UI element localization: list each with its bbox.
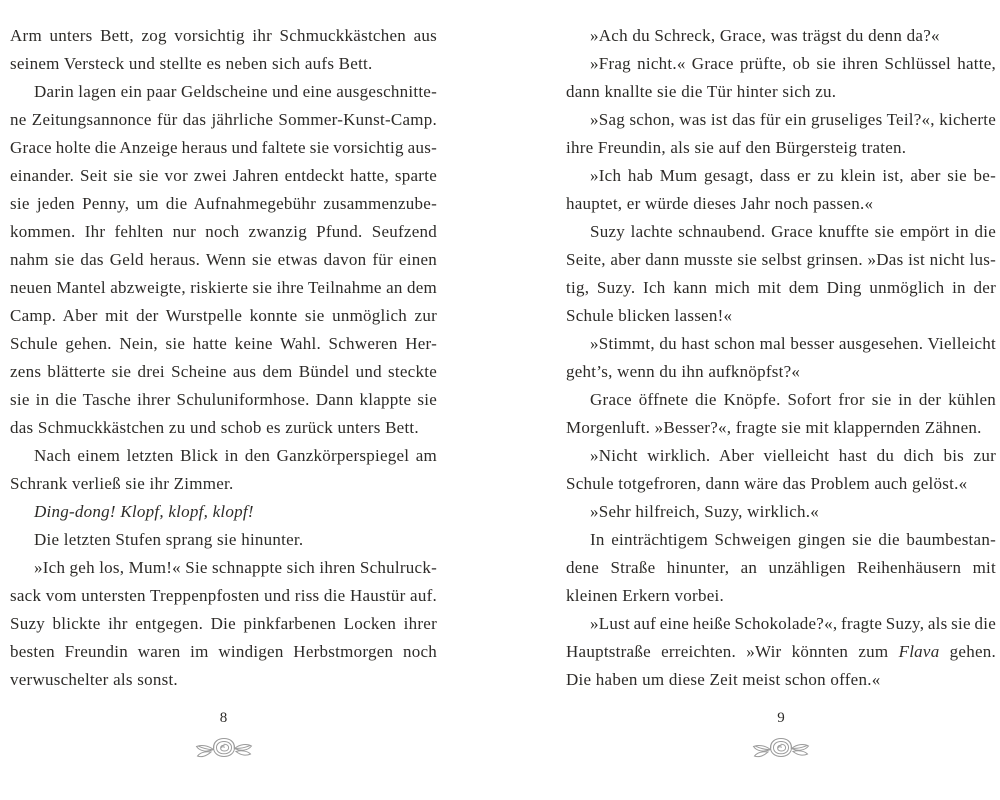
text-line: Suzy blickte ihr entgegen. Die pinkfarbenen Locken ihrer [10, 614, 437, 633]
text-line: neuen Mantel abzweigte, riskierte sie ihre Teilnahme an dem [10, 278, 437, 297]
text-line: kleinen Erkern vorbei. [566, 586, 724, 605]
text-line: Camp. Aber mit der Wurstpelle konnte sie unmöglich zur [10, 306, 437, 325]
text-line: Hauptstraße erreichten. »Wir könnten zum Flava gehen. [566, 642, 996, 661]
text-line: nahm sie das Geld heraus. Wenn sie etwas davon für einen [10, 250, 437, 269]
page-number: 9 [777, 710, 785, 726]
text-line: Die haben um diese Zeit meist schon offen.« [566, 670, 881, 689]
text-line: zens blätterte sie drei Scheine aus dem Bündel und steckte [10, 362, 437, 381]
page-number: 8 [219, 710, 228, 726]
text-line: Arm unters Bett, zog vorsichtig ihr Schmuckkästchen aus [10, 26, 437, 45]
page-right-footer [566, 708, 996, 763]
text-line: sie in die Tasche ihrer Schuluniformhose. Dann klappte sie [10, 390, 437, 409]
text-line: kommen. Ihr fehlten nur noch zwanzig Pfund. Seufzend [10, 222, 437, 241]
page-left-footer [10, 708, 437, 763]
text-line: Schule totgefroren, dann wäre das Problem auch gelöst.« [566, 474, 968, 493]
text-line: »Frag nicht.« Grace prüfte, ob sie ihren Schlüssel hatte, [590, 54, 996, 73]
text-line: einander. Seit sie sie vor zwei Jahren entdeckt hatte, sparte [10, 166, 437, 185]
text-line: sack vom untersten Treppenpfosten und riss die Haustür auf. [10, 586, 437, 605]
text-line: »Sehr hilfreich, Suzy, wirklich.« [590, 502, 820, 521]
text-line: hauptet, er würde dieses Jahr noch passen.« [566, 194, 874, 213]
text-line: »Sag schon, was ist das für ein gruseliges Teil?«, kicherte [590, 110, 996, 129]
page-right-text [566, 22, 996, 694]
text-line: Seite, aber dann musste sie selbst grinsen. »Das ist nicht lus- [566, 250, 996, 269]
text-line: »Ich hab Mum gesagt, dass er zu klein ist, aber sie be- [590, 166, 996, 185]
text-line: »Ich geh los, Mum!« Sie schnappte sich ihren Schulruck- [34, 558, 437, 577]
text-line: tig, Suzy. Ich kann mich mit dem Ding unmöglich in der [566, 278, 996, 297]
text-line: dene Straße hinunter, an unzähligen Reihenhäusern mit [566, 558, 996, 577]
page-left [10, 22, 437, 782]
text-line: ihre Freundin, als sie auf den Bürgersteig traten. [566, 138, 907, 157]
text-line: Nach einem letzten Blick in den Ganzkörperspiegel am [34, 446, 437, 465]
text-line: Grace öffnete die Knöpfe. Sofort fror sie in der kühlen [590, 390, 996, 409]
text-line: Schrank verließ sie ihr Zimmer. [10, 474, 234, 493]
text-line: Schule gehen. Nein, sie hatte keine Wahl. Schweren Her- [10, 334, 437, 353]
text-line: In einträchtigem Schweigen gingen sie die baumbestan- [590, 530, 996, 549]
text-line: geht’s, wenn du ihn aufknöpfst?« [566, 362, 801, 381]
text-line: besten Freundin waren im windigen Herbstmorgen noch [10, 642, 437, 661]
text-line: ne Zeitungsannonce für das jährliche Sommer-Kunst-Camp. [10, 110, 437, 129]
text-line: »Ach du Schreck, Grace, was trägst du denn da?« [590, 26, 940, 45]
text-line: das Schmuckkästchen zu und schob es zurück unters Bett. [10, 418, 419, 437]
text-line: Schule blicken lassen!« [566, 306, 733, 325]
text-line: sie jeden Penny, um die Aufnahmegebühr zusammenzube- [10, 194, 437, 213]
text-line: Morgenluft. »Besser?«, fragte sie mit klappernden Zähnen. [566, 418, 982, 437]
text-line: Die letzten Stufen sprang sie hinunter. [34, 530, 304, 549]
text-line: Suzy lachte schnaubend. Grace knuffte sie empört in die [590, 222, 996, 241]
rose-ornament [566, 733, 996, 763]
text-line: Grace holte die Anzeige heraus und faltete sie vorsichtig aus- [10, 138, 437, 157]
text-line: verwuschelter als sonst. [10, 670, 178, 689]
text-line: »Nicht wirklich. Aber vielleicht hast du dich bis zur [590, 446, 996, 465]
text-line: dann knallte sie die Tür hinter sich zu. [566, 82, 837, 101]
text-line: Ding-dong! Klopf, klopf, klopf! [34, 502, 254, 521]
text-line: Darin lagen ein paar Geldscheine und eine ausgeschnitte- [34, 82, 437, 101]
text-line: »Stimmt, du hast schon mal besser ausgesehen. Vielleicht [590, 334, 996, 353]
rose-ornament [10, 733, 437, 763]
text-line: seinem Versteck und stellte es neben sich aufs Bett. [10, 54, 373, 73]
page-right [566, 22, 996, 782]
page-left-text [10, 22, 437, 694]
text-line: »Lust auf eine heiße Schokolade?«, fragte Suzy, als sie die [590, 614, 996, 633]
